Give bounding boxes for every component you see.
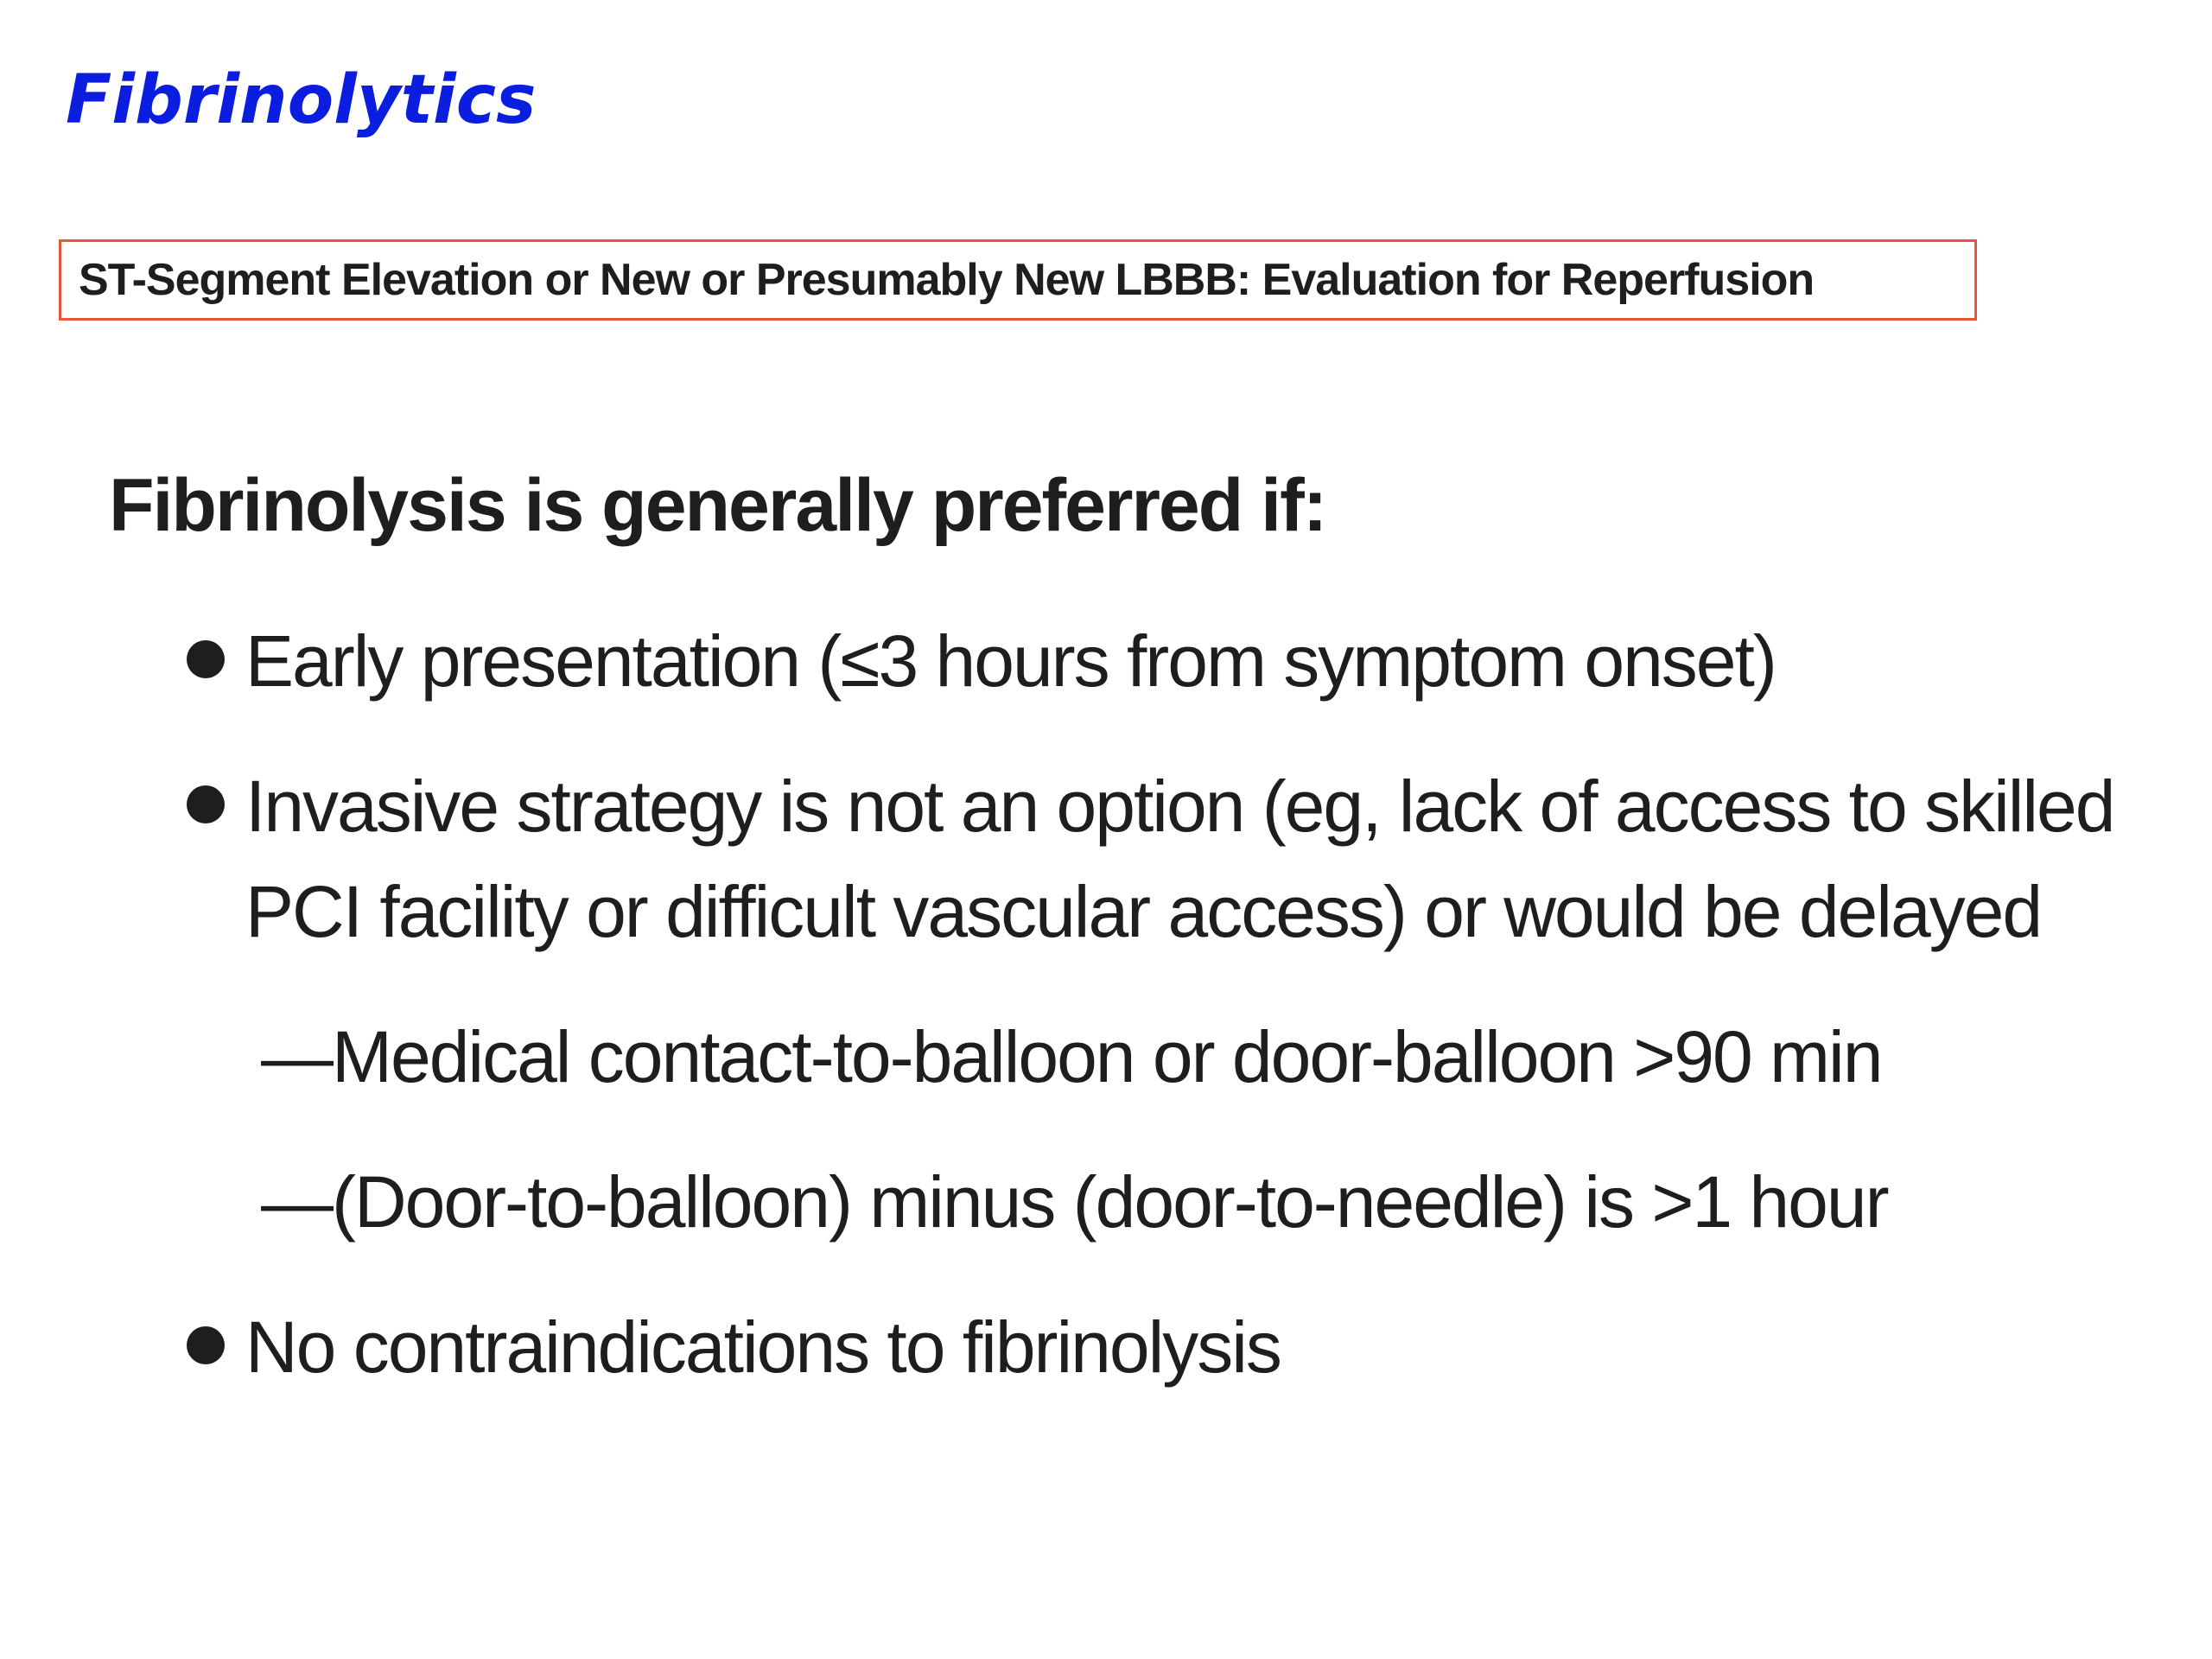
header-box-text: ST-Segment Elevation or New or Presumably New LBBB: Evaluation for Reperfusion <box>79 255 1815 305</box>
sub-criterion-contact-to-balloon: —Medical contact-to-balloon or door-balloon >90 min <box>261 1016 1882 1097</box>
criterion-text-line-2: PCI facility or difficult vascular access) or would be delayed <box>245 871 2042 952</box>
sub-criterion-door-to-needle: —(Door-to-balloon) minus (door-to-needle) is >1 hour <box>261 1161 1888 1243</box>
section-heading: Fibrinolysis is generally preferred if: <box>109 464 1326 547</box>
bullet-icon <box>187 785 225 823</box>
sub-criteria-list <box>183 1001 2171 1258</box>
criterion-text: Early presentation (≤3 hours from symptom onset) <box>245 620 1776 702</box>
slide-title: Fibrinolytics <box>66 61 537 139</box>
bullet-icon <box>187 1326 225 1364</box>
sub-criteria-container <box>183 1001 2171 1258</box>
criterion-no-contraindications <box>183 1291 2171 1403</box>
criterion-text: No contraindications to fibrinolysis <box>245 1306 1281 1388</box>
header-box <box>59 239 1977 321</box>
bullet-icon <box>187 640 225 678</box>
criterion-text-line-1: Invasive strategy is not an option (eg, lack of access to skilled <box>245 766 2114 847</box>
criterion-invasive-strategy <box>183 750 2171 968</box>
criterion-early-presentation <box>183 605 2171 717</box>
criteria-list <box>183 605 2171 1436</box>
